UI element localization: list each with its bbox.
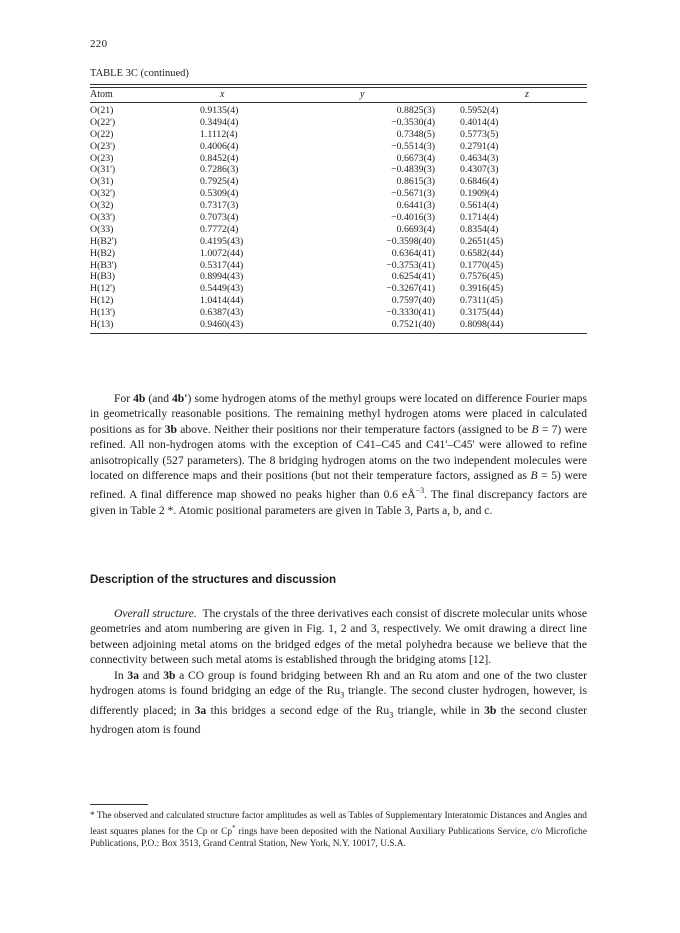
cell-x: 0.6387(43) (200, 307, 244, 319)
header-x: x (220, 89, 225, 100)
cell-z: 0.1770(45) (460, 259, 504, 271)
table-row (90, 236, 587, 248)
compound-label: 3b (164, 422, 177, 436)
table-row (90, 188, 587, 200)
cell-atom: O(22') (90, 116, 116, 128)
cell-y: 0.6254(41) (391, 271, 435, 283)
cell-x: 0.7073(4) (200, 212, 239, 224)
table-header-row (90, 88, 587, 102)
cell-x: 1.1112(4) (200, 128, 238, 140)
cell-x: 0.7925(4) (200, 176, 239, 188)
cell-z: 0.5952(4) (460, 105, 499, 116)
cell-y: −0.3753(41) (386, 259, 435, 271)
table-row (90, 200, 587, 212)
coordinates-table (90, 84, 587, 334)
cell-z: 0.3175(44) (460, 307, 504, 319)
cell-y: −0.5671(3) (391, 188, 435, 200)
cell-x: 0.9460(43) (200, 319, 244, 331)
cell-x: 0.4195(43) (200, 235, 244, 247)
cell-x: 0.9135(4) (200, 105, 239, 116)
cell-x: 0.4006(4) (200, 140, 239, 152)
cell-atom: O(32) (90, 200, 114, 212)
paragraph-refinement: For 4b (and 4b') some hydrogen atoms of the methyl groups were located on difference Fourier maps in geometrically reasonable positions. The remaining methyl hydrogen atoms were placed in calculated positions as for 3b above. Neither their positions nor their temperature factors (assigned to be B = 7) were refined. All non-hydrogen atoms with the exception of C41–C45 and C41'–C45' were allowed to refine anisotropically (527 parameters). The 8 bridging hydrogen atoms on the two independent molecules were located on difference maps and their positions (but not their temperature factors, assigned as B = 5) were refined. A final difference map showed no peaks higher than 0.6 $eÅ^{-3}$. The final discrepancy factors are given in Table 2 *. Atomic positional parameters are given in Table 3, Parts a, b, and c. (90, 392, 587, 517)
cell-x: 0.3494(4) (200, 116, 239, 128)
table-row (90, 271, 587, 283)
table-row (90, 176, 587, 188)
cell-y: 0.8615(3) (396, 176, 435, 188)
cell-x: 1.0414(44) (200, 295, 244, 307)
cell-y: 0.7521(40) (391, 319, 435, 331)
cell-y: 0.6673(4) (396, 152, 435, 164)
table-body (90, 103, 587, 333)
run-in-heading: Overall structure. (114, 607, 197, 620)
cell-z: 0.4014(4) (460, 116, 499, 128)
cell-x: 0.5317(44) (200, 259, 244, 271)
header-z: z (525, 89, 529, 100)
cell-x: 0.7317(3) (200, 200, 239, 212)
cell-atom: O(23) (90, 152, 114, 164)
cell-z: 0.1909(4) (460, 188, 499, 200)
cell-atom: H(13') (90, 307, 116, 319)
cell-z: 0.5773(5) (460, 128, 499, 140)
cell-y: −0.3330(41) (386, 307, 435, 319)
cell-atom: O(22) (90, 128, 114, 140)
cell-y: −0.3530(4) (391, 116, 435, 128)
cell-y: −0.5514(3) (391, 140, 435, 152)
table-row (90, 224, 587, 236)
cell-atom: H(12') (90, 283, 116, 295)
cell-z: 0.8354(4) (460, 223, 499, 235)
page-number: 220 (90, 38, 108, 50)
table-caption: TABLE 3C (continued) (90, 68, 189, 79)
cell-z: 0.7311(45) (460, 295, 503, 307)
cell-z: 0.7576(45) (460, 271, 504, 283)
cell-atom: H(13) (90, 319, 114, 331)
cell-atom: O(23') (90, 140, 116, 152)
cell-y: −0.4016(3) (391, 212, 435, 224)
cell-x: 0.5449(43) (200, 283, 244, 295)
cell-atom: O(33') (90, 212, 116, 224)
table-row (90, 141, 587, 153)
cell-y: −0.4839(3) (391, 164, 435, 176)
cell-z: 0.1714(4) (460, 212, 499, 224)
cell-x: 0.7286(3) (200, 164, 239, 176)
cell-y: 0.7348(5) (396, 128, 435, 140)
cell-x: 1.0072(44) (200, 247, 244, 259)
cell-atom: O(31') (90, 164, 116, 176)
table-row (90, 295, 587, 307)
header-y: y (360, 89, 365, 100)
cell-y: 0.8825(3) (396, 105, 435, 116)
cell-y: 0.6693(4) (396, 223, 435, 235)
cell-x: 0.7772(4) (200, 223, 239, 235)
table-row (90, 105, 587, 117)
table-row (90, 260, 587, 272)
cell-z: 0.2791(4) (460, 140, 499, 152)
footnote-rule (90, 804, 148, 805)
cell-z: 0.6582(44) (460, 247, 504, 259)
cell-z: 0.3916(45) (460, 283, 504, 295)
cell-y: 0.6364(41) (391, 247, 435, 259)
cell-z: 0.6846(4) (460, 176, 499, 188)
cell-atom: O(32') (90, 188, 116, 200)
cell-z: 0.5614(4) (460, 200, 499, 212)
table-row (90, 164, 587, 176)
cell-z: 0.2651(45) (460, 235, 504, 247)
paragraph-overall-structure: Overall structure. The crystals of the three derivatives each consist of discrete molecular units whose geometries and atom numbering are given in Fig. 1, 2 and 3, respectively. We omit drawing a direct line between adjoining metal atoms on the bridged edges of the metal polyhedra because we believe that the connectivity between such metal atoms is established through the bridging atoms [12]. In 3a and 3b a CO group is found bridging between Rh and an Ru atom and one of the two cluster hydrogen atoms is found bridging an edge of the $Ru_3$ triangle. The second cluster hydrogen, however, is differently placed; in 3a this bridges a second edge of the $Ru_3$ triangle, while in 3b the second cluster hydrogen atom is found (90, 607, 590, 737)
compound-label: 4b' (172, 392, 188, 405)
cell-atom: H(B3) (90, 271, 116, 283)
cell-x: 0.8994(43) (200, 271, 244, 283)
footnote: * The observed and calculated structure factor amplitudes as well as Tables of Supplementary Interatomic Distances and Angles and least squares planes for the Cp or Cp* rings have been deposited with the National Auxiliary Publications Service, c/o Microfiche Publications, P.O.: Box 3513, Grand Central Station, New York, N.Y. 10017, U.S.A. (90, 811, 587, 850)
header-atom: Atom (90, 89, 113, 100)
cell-z: 0.8098(44) (460, 319, 504, 331)
table-row (90, 117, 587, 129)
table-row (90, 129, 587, 141)
section-heading: Description of the structures and discussion (90, 573, 337, 586)
cell-atom: H(12) (90, 295, 114, 307)
cell-x: 0.8452(4) (200, 152, 239, 164)
cell-atom: H(B2) (90, 247, 116, 259)
table-row (90, 212, 587, 224)
cell-atom: H(B2') (90, 235, 117, 247)
cell-atom: O(33) (90, 223, 114, 235)
cell-y: −0.3267(41) (386, 283, 435, 295)
cell-y: 0.6441(3) (396, 200, 435, 212)
compound-label: 4b (133, 392, 146, 405)
table-row (90, 248, 587, 260)
cell-z: 0.4634(3) (460, 152, 499, 164)
paragraph-bridging: In 3a and 3b a CO group is found bridging between Rh and an Ru atom and one of the two cluster hydrogen atoms is found bridging an edge of the $Ru_3$ triangle. The second cluster hydrogen, however, is differently placed; in 3a this bridges a second edge of the $Ru_3$ triangle, while in 3b the second cluster hydrogen atom is found (90, 668, 588, 737)
table-row (90, 319, 587, 331)
cell-y: 0.7597(40) (391, 295, 435, 307)
cell-x: 0.5309(4) (200, 188, 239, 200)
cell-atom: H(B3') (90, 259, 117, 271)
cell-y: −0.3598(40) (386, 235, 435, 247)
table-bottom-rule (90, 333, 587, 334)
table-row (90, 153, 587, 165)
cell-z: 0.4307(3) (460, 164, 499, 176)
table-row (90, 307, 587, 319)
cell-atom: O(31) (90, 176, 114, 188)
table-row (90, 283, 587, 295)
cell-atom: O(21) (90, 105, 114, 116)
